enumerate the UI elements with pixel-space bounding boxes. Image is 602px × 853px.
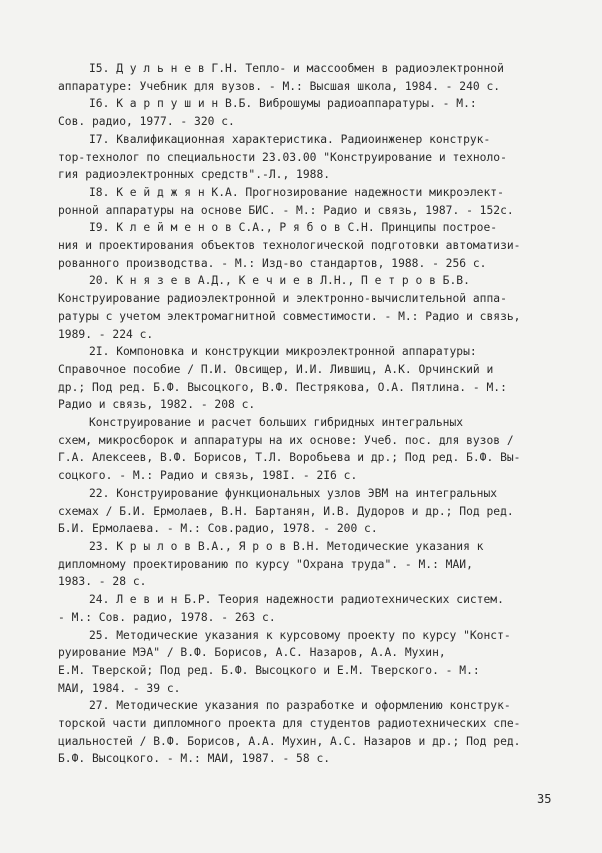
reference-first-line: 27. Методические указания по разработке и оформлению конструк- xyxy=(89,699,511,713)
reference-first-line: 22. Конструирование функциональных узлов ЭВМ на интегральных xyxy=(89,486,498,500)
reference-entry xyxy=(58,697,568,768)
reference-list xyxy=(58,60,568,768)
reference-line: соцкого. - М.: Радио и связь, 198I. - 2I6 с. xyxy=(58,469,358,483)
reference-line: гия радиоэлектронных средств".-Л., 1988. xyxy=(58,168,331,182)
reference-line: циальностей / В.Ф. Борисов, А.А. Мухин, А.С. Назаров и др.; Под ред. xyxy=(58,734,521,748)
reference-line: Б.Ф. Высоцкого. - М.: МАИ, 1987. - 58 с. xyxy=(58,752,331,766)
reference-first-line: I9. К л е й м е н о в С.А., Р я б о в С.Н. Принципы построе- xyxy=(89,221,498,235)
reference-line: дипломному проектированию по курсу "Охрана труда". - М.: МАИ, xyxy=(58,557,473,571)
reference-entry xyxy=(58,184,568,219)
reference-line: тор-технолог по специальности 23.03.00 "Конструирование и техноло- xyxy=(58,150,507,164)
reference-first-line: Конструирование и расчет больших гибридных интегральных xyxy=(89,416,464,430)
reference-first-line: 25. Методические указания к курсовому проекту по курсу "Конст- xyxy=(89,628,511,642)
reference-line: ронной аппаратуры на основе БИС. - М.: Радио и связь, 1987. - 152с. xyxy=(58,203,514,217)
reference-first-line: 20. К н я з е в А.Д., К е ч и е в Л.Н., П е т р о в Б.В. xyxy=(89,274,470,288)
reference-line: МАИ, 1984. - 39 с. xyxy=(58,681,181,695)
reference-line: Радио и связь, 1982. - 208 с. xyxy=(58,398,256,412)
reference-line: руирование МЭА" / В.Ф. Борисов, А.С. Назаров, А.А. Мухин, xyxy=(58,646,446,660)
reference-first-line: I5. Д у л ь н е в Г.Н. Тепло- и массообмен в радиоэлектронной xyxy=(89,62,504,75)
reference-line: др.; Под ред. Б.Ф. Высоцкого, В.Ф. Пестрякова, О.А. Пятлина. - М.: xyxy=(58,380,507,394)
reference-entry xyxy=(58,131,568,184)
reference-line: Е.М. Тверской; Под ред. Б.Ф. Высоцкого и Е.М. Тверского. - М.: xyxy=(58,663,480,677)
reference-line: схемах / Б.И. Ермолаев, В.Н. Бартанян, И.В. Дудоров и др.; Под ред. xyxy=(58,504,514,518)
reference-line: ния и проектирования объектов технологической подготовки автоматизи- xyxy=(58,239,521,253)
reference-line: Сов. радио, 1977. - 320 с. xyxy=(58,115,235,129)
reference-line: Конструирование радиоэлектронной и электронно-вычислительной аппа- xyxy=(58,292,507,306)
reference-entry xyxy=(58,538,568,591)
reference-entry xyxy=(58,60,568,95)
reference-entry xyxy=(58,219,568,272)
reference-entry xyxy=(58,485,568,538)
reference-line: рованного производства. - М.: Изд-во стандартов, 1988. - 256 с. xyxy=(58,256,487,270)
reference-line: Справочное пособие / П.И. Овсищер, И.И. Лившиц, А.К. Орчинский и xyxy=(58,362,494,376)
reference-first-line: 2I. Компоновка и конструкции микроэлектронной аппаратуры: xyxy=(89,345,477,359)
reference-line: Б.И. Ермолаева. - М.: Сов.радио, 1978. - 200 с. xyxy=(58,522,378,536)
reference-entry xyxy=(58,414,568,485)
reference-entry xyxy=(58,627,568,698)
reference-entry xyxy=(58,591,568,626)
reference-first-line: 23. К р ы л о в В.А., Я р о в В.Н. Методические указания к xyxy=(89,539,484,553)
reference-line: 1983. - 28 с. xyxy=(58,575,147,589)
reference-line: 1989. - 224 с. xyxy=(58,327,154,341)
reference-line: торской части дипломного проекта для студентов радиотехнических спе- xyxy=(58,717,521,731)
reference-line: - М.: Сов. радио, 1978. - 263 с. xyxy=(58,610,276,624)
reference-line: аппаратуре: Учебник для вузов. - М.: Высшая школа, 1984. - 240 с. xyxy=(58,79,501,93)
reference-entry xyxy=(58,272,568,343)
reference-entry xyxy=(58,95,568,130)
reference-first-line: I6. К а р п у ш и н В.Б. Виброшумы радиоаппаратуры. - М.: xyxy=(89,97,477,111)
reference-first-line: 24. Л е в и н Б.Р. Теория надежности радиотехнических систем. xyxy=(89,593,504,607)
page-number: 35 xyxy=(537,792,552,806)
reference-first-line: I7. Квалификационная характеристика. Радиоинженер конструк- xyxy=(89,132,491,146)
reference-entry xyxy=(58,343,568,414)
reference-line: схем, микросборок и аппаратуры на их основе: Учеб. пос. для вузов / xyxy=(58,433,514,447)
reference-first-line: I8. К е й д ж я н К.А. Прогнозирование надежности микроэлект- xyxy=(89,185,504,199)
reference-line: Г.А. Алексеев, В.Ф. Борисов, Т.Л. Воробьева и др.; Под ред. Б.Ф. Вы- xyxy=(58,451,521,465)
reference-line: ратуры с учетом электромагнитной совместимости. - М.: Радио и связь, xyxy=(58,309,521,323)
